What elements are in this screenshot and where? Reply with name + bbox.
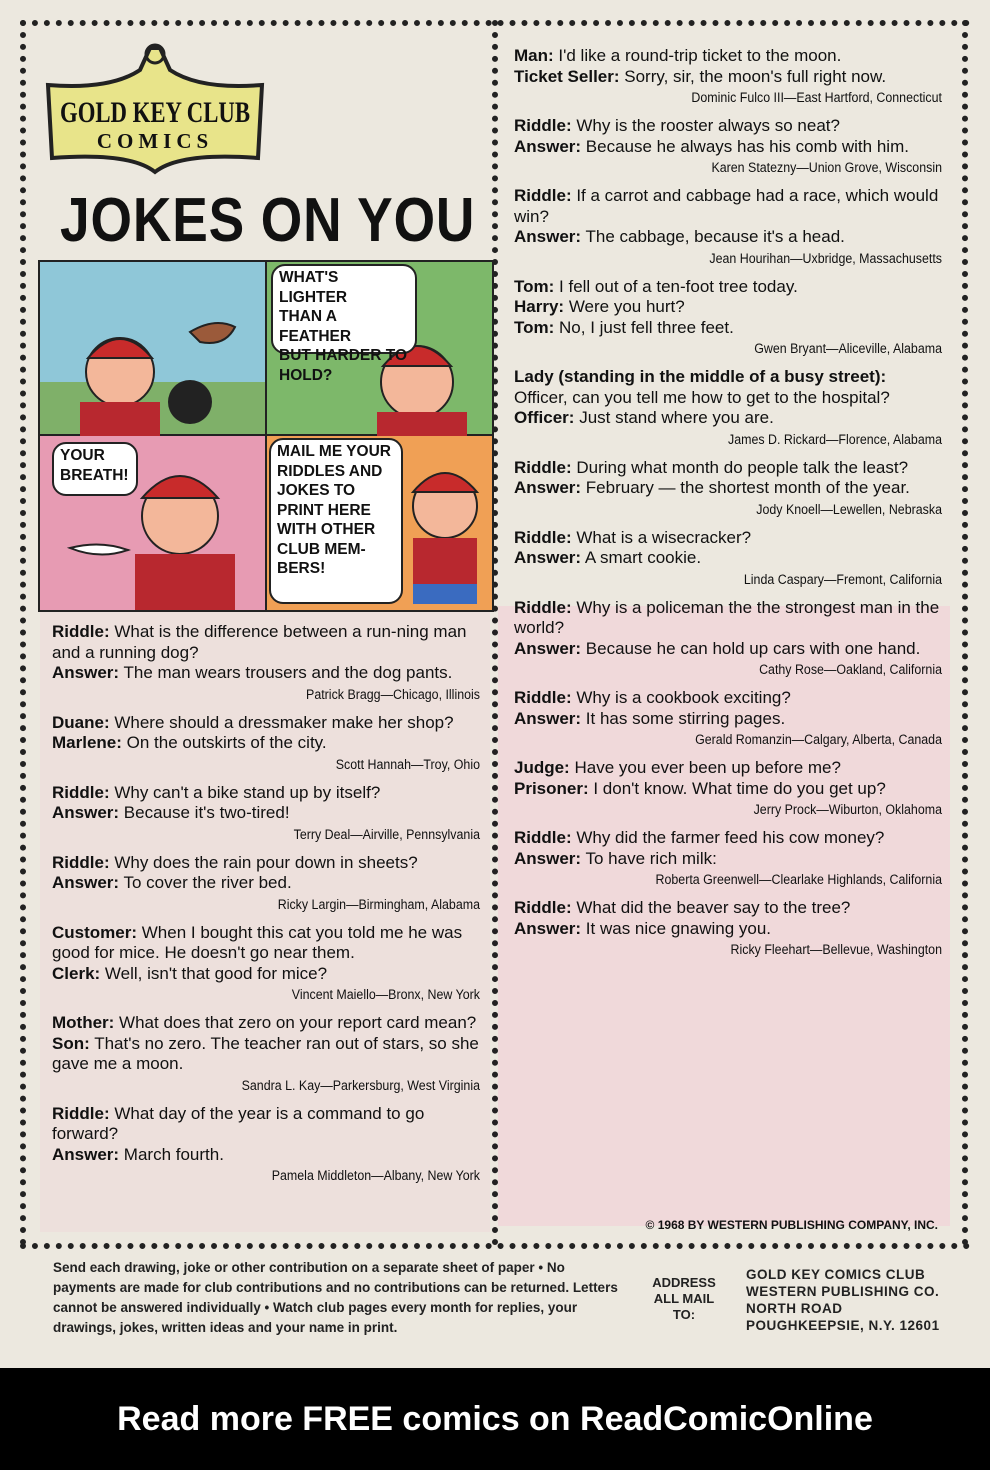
joke-text: It has some stirring pages.	[581, 708, 786, 728]
speech-bubble-question: WHAT'S LIGHTER THAN A FEATHER BUT HARDER TO HOLD?	[271, 264, 417, 354]
joke-line	[514, 849, 942, 870]
joke-line	[514, 46, 942, 67]
joke-entry	[52, 622, 480, 704]
joke-speaker: Customer:	[52, 922, 138, 942]
joke-speaker: Riddle:	[514, 457, 572, 477]
mailing-address	[746, 1266, 966, 1334]
joke-speaker: Riddle:	[514, 527, 572, 547]
joke-credit: Vincent Maiello—Bronx, New York	[291, 987, 480, 1002]
joke-line	[514, 318, 942, 339]
joke-line	[514, 598, 942, 639]
joke-text: What does that zero on your report card mean?	[114, 1013, 477, 1032]
joke-line	[52, 1104, 480, 1145]
joke-speaker: Riddle:	[514, 898, 572, 917]
joke-line	[52, 622, 480, 663]
joke-text: During what month do people talk the least?	[571, 457, 909, 477]
joke-text: That's no zero. The teacher ran out of stars, so she gave me a moon.	[52, 1033, 479, 1073]
joke-text: Well, isn't that good for mice?	[100, 963, 328, 983]
joke-text: What is the difference between a run-ning man and a running dog?	[52, 622, 467, 662]
joke-text: I don't know. What time do you get up?	[588, 778, 886, 798]
joke-speaker: Riddle:	[52, 852, 110, 872]
joke-entry	[52, 713, 480, 774]
joke-speaker: Son:	[52, 1033, 90, 1053]
joke-text: Because it's two-tired!	[119, 803, 290, 822]
joke-entry	[514, 898, 942, 959]
comic-panel-1-art	[40, 262, 265, 434]
joke-speaker: Mother:	[52, 1013, 115, 1032]
joke-speaker: Man:	[514, 46, 554, 65]
joke-line	[52, 803, 480, 824]
comic-panel-4	[267, 436, 492, 610]
comic-strip	[38, 260, 494, 612]
joke-speaker: Answer:	[514, 638, 582, 658]
joke-line	[514, 779, 942, 800]
joke-credit: Scott Hannah—Troy, Ohio	[335, 756, 480, 772]
joke-entry	[514, 116, 942, 177]
joke-speaker: Answer:	[514, 848, 582, 868]
joke-entry	[52, 1104, 480, 1186]
joke-credit: Jody Knoell—Lewellen, Nebraska	[756, 501, 942, 517]
joke-speaker: Answer:	[514, 227, 582, 246]
joke-text: If a carrot and cabbage had a race, which would win?	[514, 186, 939, 226]
joke-speaker: Answer:	[52, 873, 120, 892]
joke-line	[514, 408, 942, 429]
comic-panel-3	[40, 436, 265, 610]
joke-speaker: Riddle:	[514, 116, 572, 135]
copyright-notice: © 1968 BY WESTERN PUBLISHING COMPANY, INC.	[645, 1218, 938, 1232]
joke-speaker: Riddle:	[52, 622, 110, 641]
joke-speaker: Riddle:	[514, 597, 572, 617]
badge-title: GOLD KEY CLUB	[60, 96, 250, 129]
joke-line	[514, 277, 942, 298]
joke-line	[514, 828, 942, 849]
right-jokes-column	[514, 46, 942, 968]
joke-text: Why can't a bike stand up by itself?	[109, 782, 381, 802]
joke-line	[514, 67, 942, 88]
joke-text: Why did the farmer feed his cow money?	[571, 828, 885, 847]
joke-speaker: Harry:	[514, 297, 565, 316]
joke-text: What day of the year is a command to go forward?	[52, 1103, 425, 1143]
joke-line	[514, 758, 942, 779]
joke-entry	[514, 46, 942, 107]
joke-line	[514, 548, 942, 569]
joke-text: Just stand where you are.	[574, 408, 774, 427]
joke-line	[514, 458, 942, 479]
joke-speaker: Judge:	[514, 758, 570, 777]
joke-line	[52, 733, 480, 754]
joke-speaker: Lady (standing in the middle of a busy street):	[514, 367, 887, 386]
joke-text: Officer, can you tell me how to get to the hospital?	[514, 387, 890, 407]
joke-line	[52, 1034, 480, 1075]
feather-icon	[70, 544, 128, 554]
page-headline: JOKES ON YOU	[60, 186, 476, 255]
joke-entry	[514, 186, 942, 268]
joke-speaker: Clerk:	[52, 963, 101, 983]
joke-line	[52, 783, 480, 804]
joke-line	[514, 919, 942, 940]
joke-speaker: Duane:	[52, 712, 110, 732]
joke-line	[52, 713, 480, 734]
joke-text: To cover the river bed.	[119, 873, 292, 892]
joke-line	[52, 1145, 480, 1166]
joke-credit: Jerry Prock—Wiburton, Oklahoma	[753, 802, 942, 817]
badge-subtitle: COMICS	[96, 129, 214, 153]
gold-key-club-logo	[40, 40, 270, 175]
joke-credit: Patrick Bragg—Chicago, Illinois	[306, 686, 480, 702]
joke-line	[514, 688, 942, 709]
joke-line	[52, 964, 480, 985]
joke-line	[514, 898, 942, 919]
joke-text: Because he can hold up cars with one hand.	[581, 638, 921, 658]
joke-speaker: Riddle:	[52, 782, 110, 802]
joke-entry	[514, 828, 942, 889]
joke-entry	[52, 783, 480, 844]
joke-text: When I bought this cat you told me he was good for mice. He doesn't go near them.	[52, 922, 463, 962]
joke-speaker: Answer:	[52, 803, 120, 822]
joke-text: Why is a cookbook exciting?	[571, 688, 791, 707]
joke-line	[514, 528, 942, 549]
joke-credit: Roberta Greenwell—Clearlake Highlands, California	[655, 872, 942, 887]
joke-text: The man wears trousers and the dog pants.	[119, 663, 453, 682]
joke-text: No, I just fell three feet.	[554, 317, 734, 337]
joke-text: Sorry, sir, the moon's full right now.	[619, 66, 887, 86]
joke-line	[514, 227, 942, 248]
joke-credit: Dominic Fulco III—East Hartford, Connecticut	[691, 90, 942, 105]
joke-speaker: Prisoner:	[514, 778, 589, 798]
address-line: POUGHKEEPSIE, N.Y. 12601	[746, 1318, 940, 1333]
joke-line	[514, 186, 942, 227]
joke-text: Why is a policeman the the strongest man in the world?	[514, 597, 940, 637]
joke-line	[514, 297, 942, 318]
joke-entry	[514, 458, 942, 519]
joke-entry	[514, 758, 942, 819]
joke-speaker: Tom:	[514, 317, 555, 337]
joke-credit: Gwen Bryant—Aliceville, Alabama	[754, 341, 942, 356]
joke-speaker: Answer:	[514, 136, 582, 156]
joke-text: Were you hurt?	[564, 297, 685, 316]
joke-speaker: Officer:	[514, 408, 575, 427]
joke-speaker: Answer:	[514, 708, 582, 728]
joke-entry	[52, 1013, 480, 1095]
joke-line	[52, 663, 480, 684]
joke-speaker: Answer:	[52, 1144, 120, 1164]
joke-text: Where should a dressmaker make her shop?	[109, 712, 454, 732]
joke-text: Because he always has his comb with him.	[581, 136, 909, 156]
joke-text: What is a wisecracker?	[571, 527, 752, 547]
speech-bubble-answer: YOUR BREATH!	[52, 442, 138, 496]
joke-credit: Gerald Romanzin—Calgary, Alberta, Canada	[695, 732, 942, 747]
joke-credit: Karen Statezny—Union Grove, Wisconsin	[711, 160, 942, 175]
joke-speaker: Answer:	[52, 663, 120, 682]
comic-panel-2	[267, 262, 492, 434]
joke-text: A smart cookie.	[581, 548, 702, 567]
joke-text: February — the shortest month of the year.	[581, 478, 910, 497]
joke-entry	[514, 277, 942, 359]
joke-text: Why does the rain pour down in sheets?	[109, 852, 418, 872]
comic-panel-1	[40, 262, 265, 434]
joke-line	[52, 853, 480, 874]
readcomiconline-banner[interactable]: Read more FREE comics on ReadComicOnline	[0, 1368, 990, 1470]
feather-nest-icon	[168, 380, 212, 424]
joke-credit: Jean Hourihan—Uxbridge, Massachusetts	[709, 250, 942, 266]
joke-text: I fell out of a ten-foot tree today.	[554, 276, 798, 296]
speech-bubble-mail-request: MAIL ME YOUR RIDDLES AND JOKES TO PRINT HERE WITH OTHER CLUB MEM- BERS!	[269, 438, 403, 604]
joke-line	[52, 873, 480, 894]
address-label: ADDRESS ALL MAIL TO:	[652, 1275, 716, 1322]
joke-entry	[514, 688, 942, 749]
joke-credit: Pamela Middleton—Albany, New York	[271, 1168, 480, 1183]
joke-text: On the outskirts of the city.	[121, 733, 327, 752]
joke-text: To have rich milk:	[581, 848, 717, 868]
left-dotted-border	[20, 20, 26, 1246]
joke-line	[514, 137, 942, 158]
joke-line	[514, 478, 942, 499]
joke-line	[514, 367, 942, 408]
joke-speaker: Riddle:	[52, 1103, 110, 1123]
joke-speaker: Ticket Seller:	[514, 66, 620, 86]
address-line: GOLD KEY COMICS CLUB	[746, 1267, 926, 1282]
joke-text: Have you ever been up before me?	[569, 758, 841, 777]
joke-credit: Cathy Rose—Oakland, California	[759, 662, 942, 677]
joke-text: The cabbage, because it's a head.	[581, 227, 845, 246]
joke-text: Why is the rooster always so neat?	[571, 116, 840, 135]
joke-speaker: Riddle:	[514, 828, 572, 847]
joke-credit: Sandra L. Kay—Parkersburg, West Virginia	[241, 1077, 480, 1093]
joke-credit: Ricky Fleehart—Bellevue, Washington	[730, 942, 942, 957]
joke-credit: Linda Caspary—Fremont, California	[743, 571, 942, 587]
joke-text: It was nice gnawing you.	[581, 918, 772, 938]
joke-credit: Terry Deal—Airville, Pennsylvania	[293, 826, 480, 842]
joke-entry	[52, 923, 480, 1005]
joke-line	[52, 1013, 480, 1034]
joke-line	[514, 116, 942, 137]
joke-speaker: Answer:	[514, 478, 582, 497]
joke-speaker: Riddle:	[514, 186, 572, 205]
joke-entry	[52, 853, 480, 914]
joke-speaker: Answer:	[514, 918, 582, 938]
joke-speaker: Answer:	[514, 548, 582, 567]
address-line: NORTH ROAD	[746, 1301, 843, 1316]
joke-credit: Ricky Largin—Birmingham, Alabama	[277, 896, 480, 912]
joke-text: What did the beaver say to the tree?	[571, 898, 851, 917]
joke-entry	[514, 598, 942, 680]
joke-line	[514, 709, 942, 730]
left-jokes-column	[52, 622, 480, 1194]
address-line: WESTERN PUBLISHING CO.	[746, 1284, 940, 1299]
submission-instructions: Send each drawing, joke or other contribution on a separate sheet of paper • No payments are made for club contributions and no contributions can be returned. Letters cannot be answered individually • Watch club pages every month for replies, your drawings, jokes, written ideas and your name in print.	[53, 1260, 618, 1335]
right-dotted-border	[962, 20, 968, 1246]
joke-text: March fourth.	[119, 1144, 224, 1164]
joke-line	[514, 639, 942, 660]
joke-speaker: Tom:	[514, 276, 555, 296]
joke-text: I'd like a round-trip ticket to the moon.	[553, 46, 842, 65]
joke-entry	[514, 528, 942, 589]
joke-entry	[514, 367, 942, 449]
joke-speaker: Marlene:	[52, 733, 122, 752]
joke-speaker: Riddle:	[514, 688, 572, 707]
bird-icon	[190, 323, 235, 343]
joke-line	[52, 923, 480, 964]
joke-credit: James D. Rickard—Florence, Alabama	[728, 431, 942, 447]
